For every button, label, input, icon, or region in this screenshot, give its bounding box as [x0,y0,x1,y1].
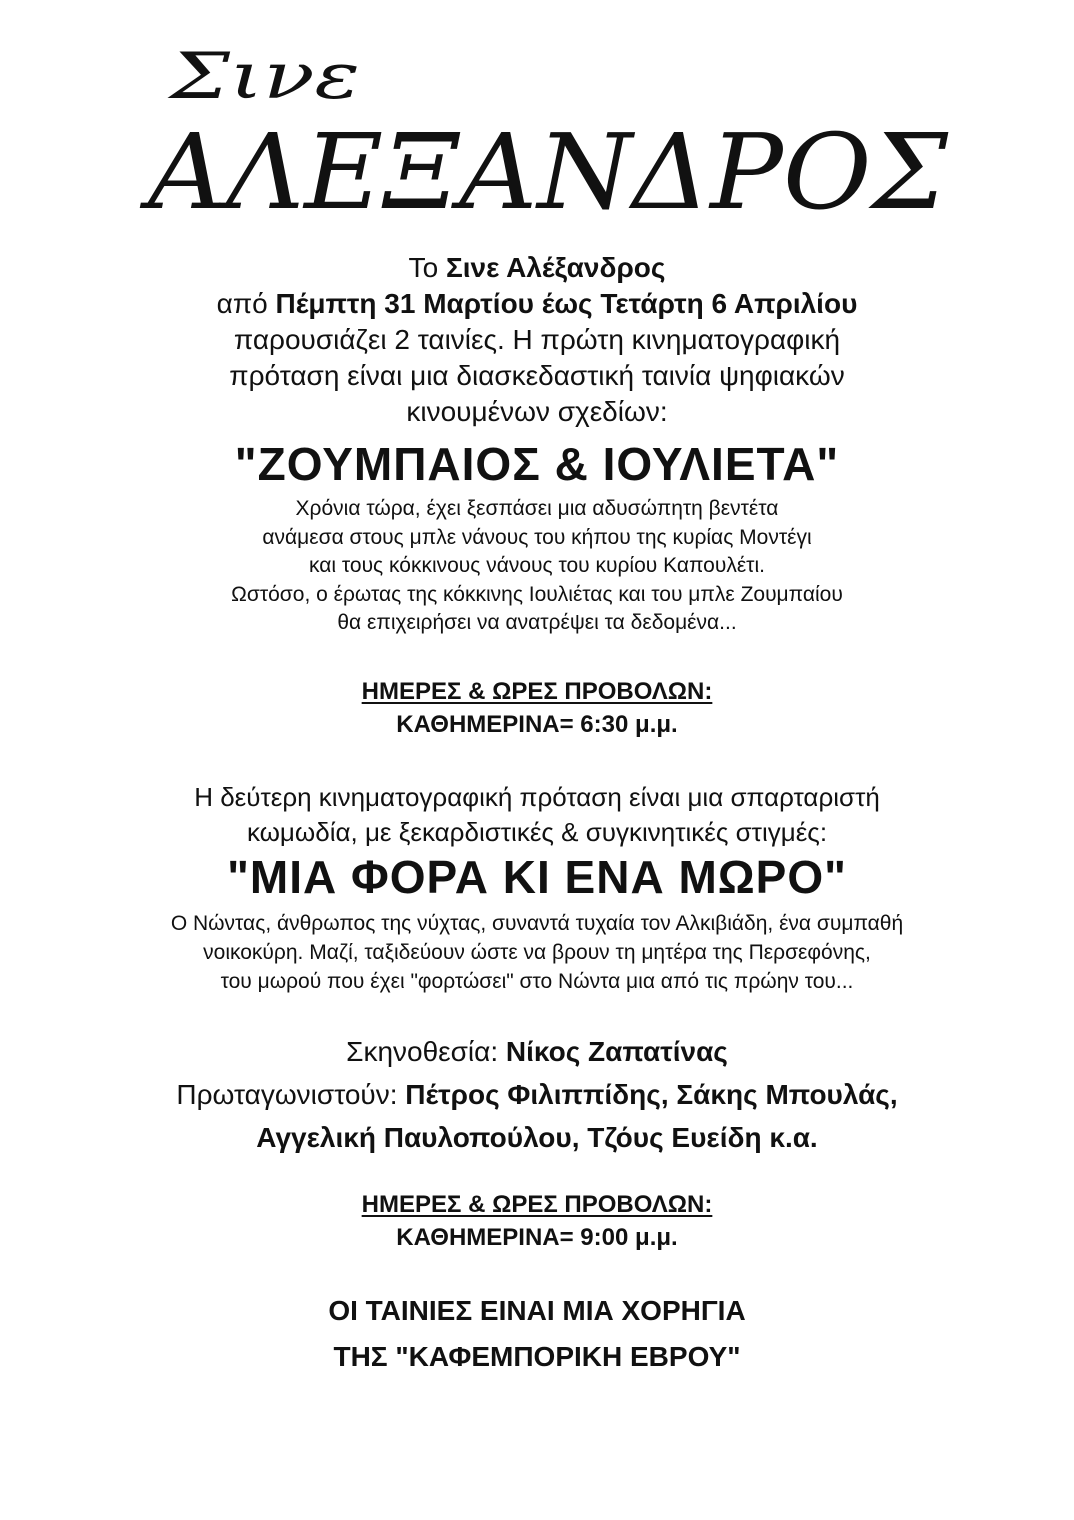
movie-1-schedule-time: ΚΑΘΗΜΕΡΙΝΑ= 6:30 μ.μ. [396,711,678,738]
movie-2-intro [0,780,1074,850]
cast-label: Πρωταγωνιστούν: [176,1079,406,1110]
movie-2-schedule [0,1188,1074,1254]
movie-2-desc-line: νοικοκύρη. Μαζί, ταξιδεύουν ώστε να βρουν τη μητέρα της Περσεφόνης, [203,941,871,964]
movie-2-desc-line: του μωρού που έχει "φορτώσει" στο Νώντα μια από τις πρώην του... [220,970,854,993]
intro-line-4: πρόταση είναι μια διασκεδαστική ταινία ψηφιακών [229,360,845,391]
movie-1-desc-line: θα επιχειρήσει να ανατρέψει τα δεδομένα... [337,611,737,634]
cinema-logo [0,0,1074,240]
movie-1-desc-line: Χρόνια τώρα, έχει ξεσπάσει μια αδυσώπητη βεντέτα [295,497,779,520]
movie-1-schedule-heading: ΗΜΕΡΕΣ & ΩΡΕΣ ΠΡΟΒΟΛΩΝ: [361,678,713,705]
logo-line-2: ΑΛΕΞΑΝΔΡΟΣ [139,111,949,233]
intro-line-1: Το Σινε Αλέξανδρος [408,252,666,283]
movie-1-desc-line: Ωστόσο, ο έρωτας της κόκκινης Ιουλιέτας και του μπλε Ζουμπαίου [231,582,843,606]
movie-2-title: "ΜΙΑ ΦΟΡΑ ΚΙ ΕΝΑ ΜΩΡΟ" [227,851,847,903]
movie-2-desc-line: Ο Νώντας, άνθρωπος της νύχτας, συναντά τυχαία τον Αλκιβιάδη, ένα συμπαθή [170,912,904,935]
movie-1-description [0,495,1074,638]
movie-2-schedule-heading: ΗΜΕΡΕΣ & ΩΡΕΣ ΠΡΟΒΟΛΩΝ: [361,1191,713,1218]
sponsor-line-1: ΟΙ ΤΑΙΝΙΕΣ ΕΙΝΑΙ ΜΙΑ ΧΟΡΗΓΙΑ [328,1295,746,1326]
logo-line-1: Σινε [167,40,360,114]
movie-2-intro-line-2: κωμωδία, με ξεκαρδιστικές & συγκινητικές στιγμές: [246,817,828,847]
movie-2-schedule-time: ΚΑΘΗΜΕΡΙΝΑ= 9:00 μ.μ. [396,1224,678,1251]
cast-names-2: Αγγελική Παυλοπούλου, Τζόυς Ευείδη κ.α. [256,1122,818,1153]
movie-2-credits [0,1030,1074,1159]
movie-1-desc-line: και τους κόκκινους νάνους του κυρίου Καπουλέτι. [309,554,765,577]
intro-block [0,250,1074,430]
sponsor-note [0,1288,1074,1380]
director-line [0,1030,1074,1073]
movie-2-description [0,909,1074,996]
intro-line-5: κινουμένων σχεδίων: [406,396,668,427]
intro-line-2: από Πέμπτη 31 Μαρτίου έως Τετάρτη 6 Απριλίου [216,288,858,319]
sponsor-line-2: ΤΗΣ "ΚΑΦΕΜΠΟΡΙΚΗ ΕΒΡΟΥ" [333,1341,741,1372]
director-label: Σκηνοθεσία: [346,1036,506,1067]
cast-names-1: Πέτρος Φιλιππίδης, Σάκης Μπουλάς, [405,1079,898,1110]
cinema-logo-artwork [0,0,1074,240]
movie-2-intro-line-1: Η δεύτερη κινηματογραφική πρόταση είναι μια σπαρταριστή [194,782,880,812]
cast-line-1 [0,1073,1074,1116]
movie-1-schedule [0,675,1074,741]
director-name: Νίκος Ζαπατίνας [505,1036,728,1067]
intro-line-3: παρουσιάζει 2 ταινίες. Η πρώτη κινηματογραφική [233,324,841,355]
movie-1-desc-line: ανάμεσα στους μπλε νάνους του κήπου της κυρίας Μοντέγι [262,525,812,549]
movie-1-title: "ΖΟΥΜΠΑΙΟΣ & ΙΟΥΛΙΕΤΑ" [234,438,840,490]
